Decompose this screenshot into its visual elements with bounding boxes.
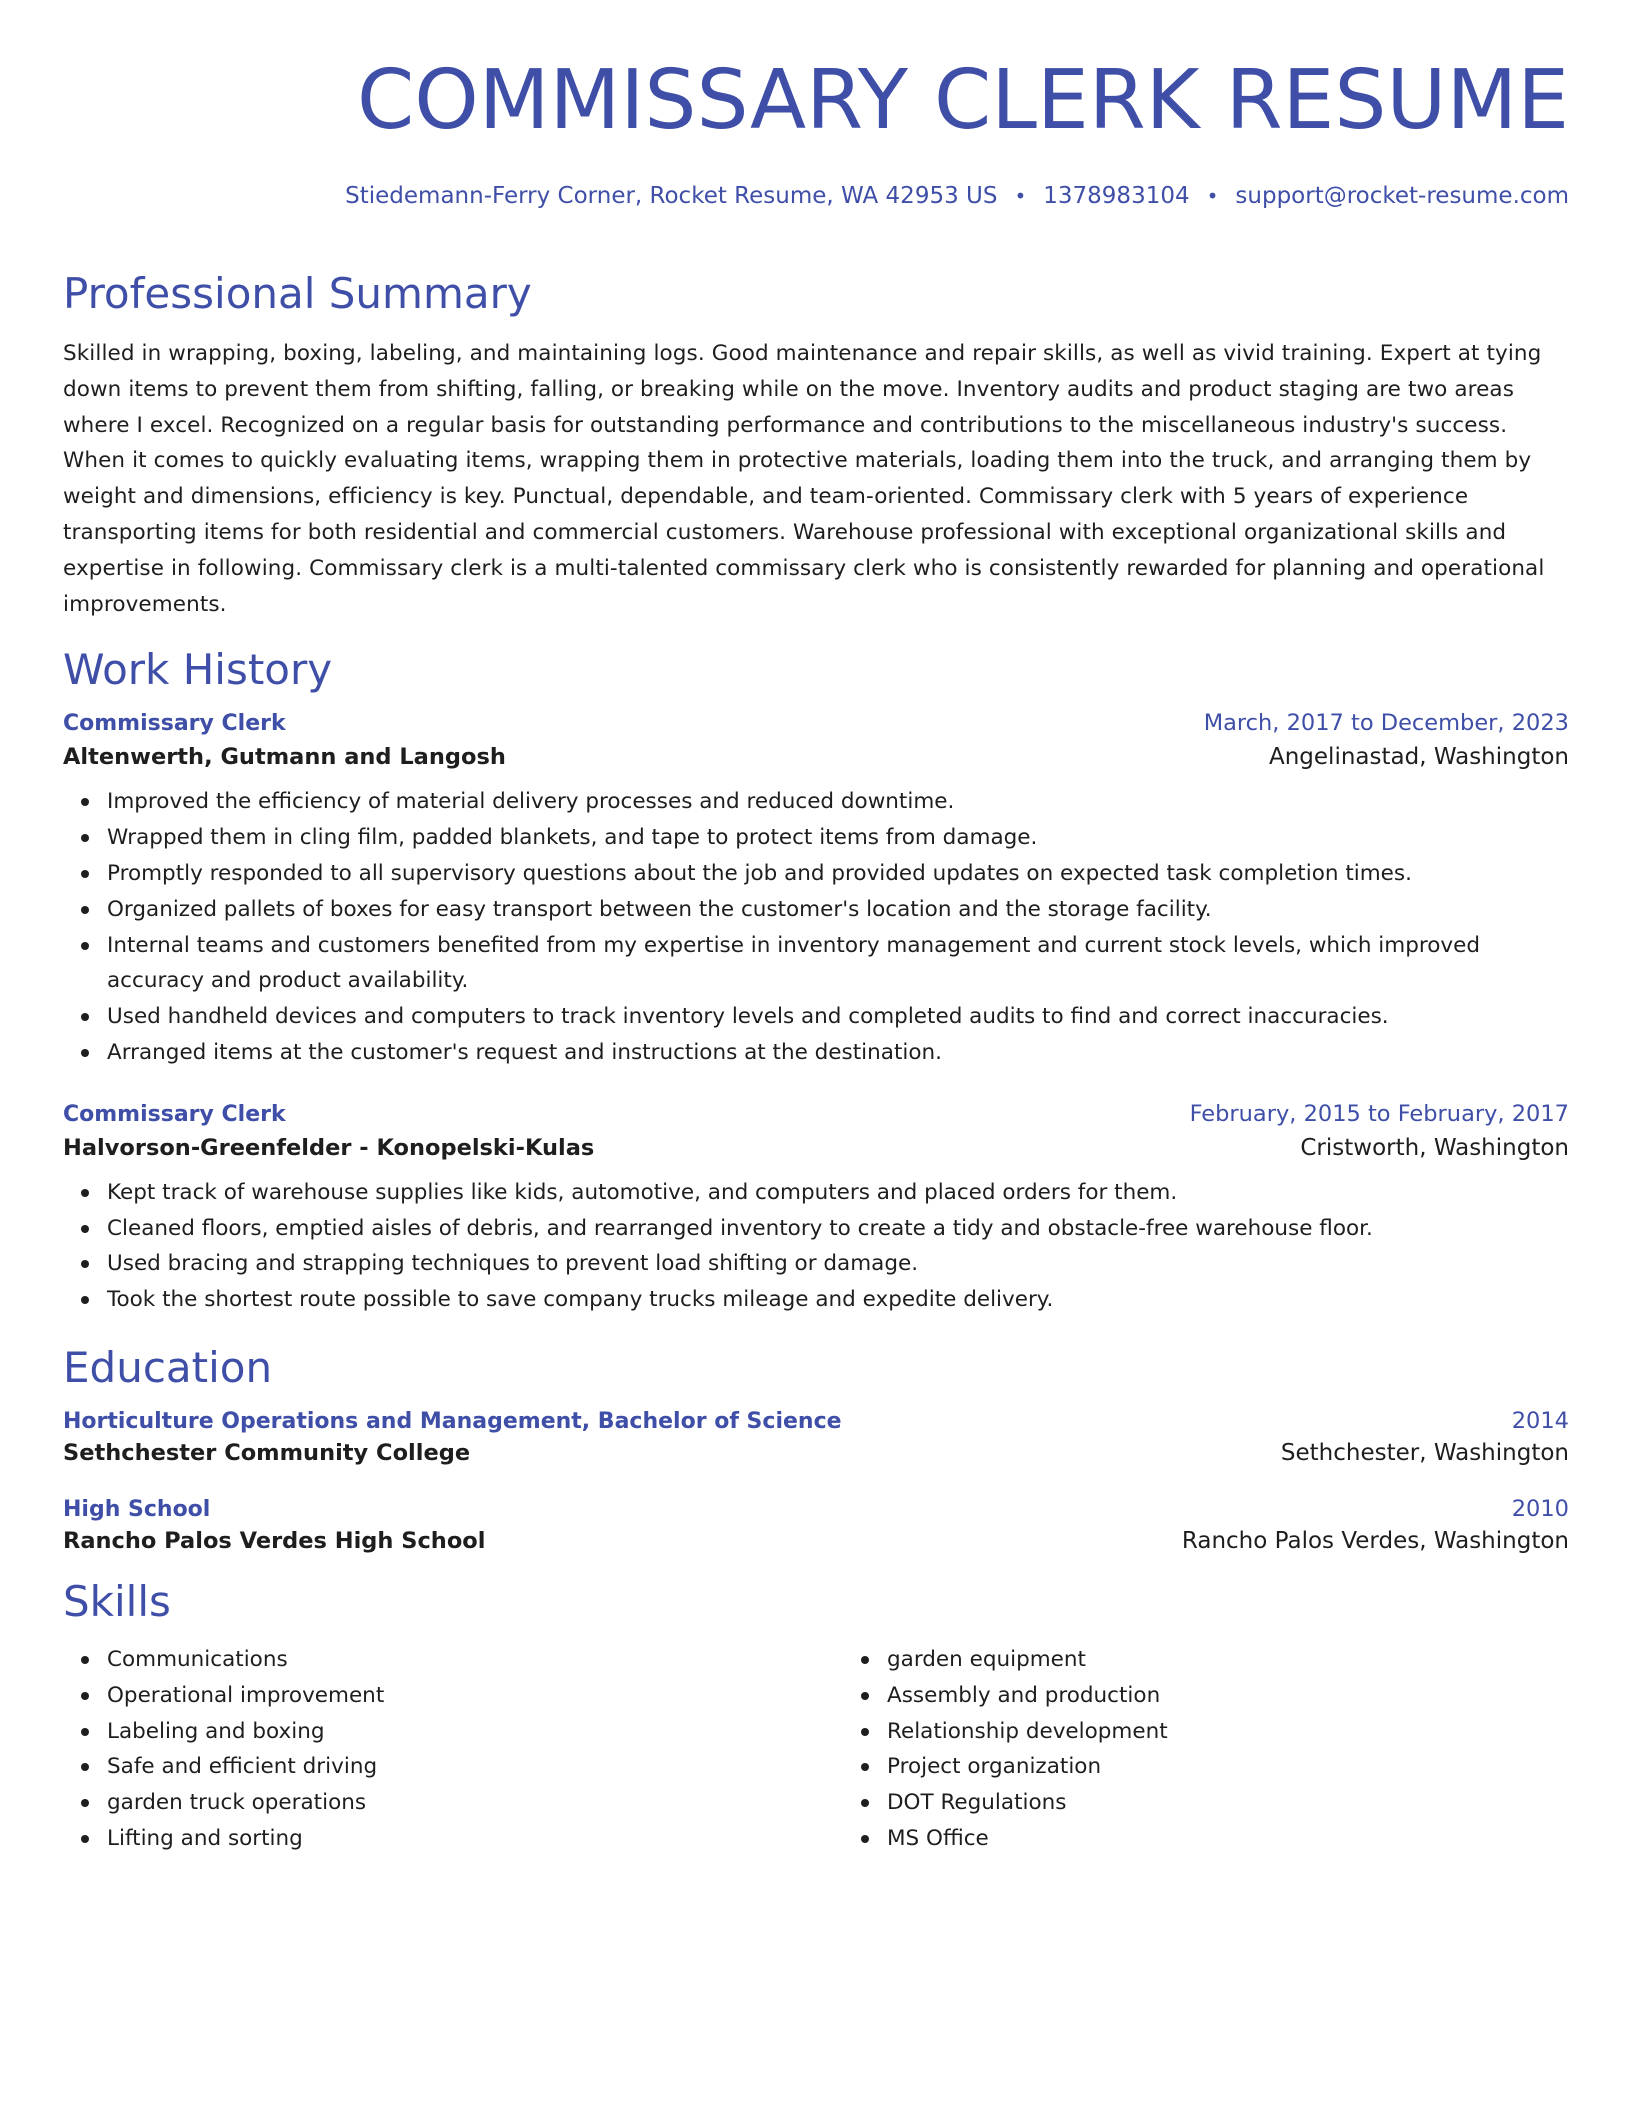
job-company-row xyxy=(63,744,1569,770)
separator-dot: • xyxy=(1014,184,1027,208)
list-item: Took the shortest route possible to save company trucks mileage and expedite delivery. xyxy=(107,1282,1569,1318)
separator-dot: • xyxy=(1206,184,1219,208)
school-location: Sethchester, Washington xyxy=(1280,1439,1569,1466)
job-header-row xyxy=(63,710,1569,736)
education-heading: Education xyxy=(63,1342,273,1392)
job-entry xyxy=(63,1101,1569,1318)
skill-item: garden truck operations xyxy=(107,1785,843,1821)
list-item: Organized pallets of boxes for easy transport between the customer's location and the storage facility. xyxy=(107,892,1569,928)
skill-item: Labeling and boxing xyxy=(107,1714,843,1750)
skill-item: Project organization xyxy=(887,1749,1623,1785)
education-header-row xyxy=(63,1496,1569,1522)
education-school-row xyxy=(63,1440,1569,1466)
skill-item: Safe and efficient driving xyxy=(107,1749,843,1785)
school-name: Rancho Palos Verdes High School xyxy=(63,1527,486,1554)
graduation-year: 2010 xyxy=(1511,1495,1569,1522)
list-item: Promptly responded to all supervisory questions about the job and provided updates on expected task completion times. xyxy=(107,856,1569,892)
job-dates: February, 2015 to February, 2017 xyxy=(1189,1100,1569,1127)
address: Stiedemann-Ferry Corner, Rocket Resume, WA 42953 US xyxy=(345,183,998,209)
job-company-row xyxy=(63,1135,1569,1161)
job-entry xyxy=(63,710,1569,1070)
school-name: Sethchester Community College xyxy=(63,1439,471,1466)
summary-heading: Professional Summary xyxy=(63,269,532,318)
work-history-heading: Work History xyxy=(63,645,333,695)
skill-item: garden equipment xyxy=(887,1642,1623,1678)
job-company: Altenwerth, Gutmann and Langosh xyxy=(63,744,506,771)
summary-text: Skilled in wrapping, boxing, labeling, and maintaining logs. Good maintenance and repair skills, as well as vivid training. Expert at tying down items to prevent them from shifting, falling, or breaking while on the move. Inventory audits and product staging are two areas where I excel. Recognized on a regular basis for outstanding performance and contributions to the miscellaneous industry's success. When it comes to quickly evaluating items, wrapping them in protective materials, loading them into the truck, and arranging them by weight and dimensions, efficiency is key. Punctual, dependable, and team-oriented. Commissary clerk with 5 years of experience transporting items for both residential and commercial customers. Warehouse professional with exceptional organizational skills and expertise in following. Commissary clerk is a multi-talented commissary clerk who is consistently rewarded for planning and operational improvements. xyxy=(63,341,1545,617)
list-item: Used handheld devices and computers to track inventory levels and completed audits to find and correct inaccuracies. xyxy=(107,999,1569,1035)
phone: 1378983104 xyxy=(1043,183,1190,209)
job-company: Halvorson-Greenfelder - Konopelski-Kulas xyxy=(63,1134,595,1161)
list-item: Used bracing and strapping techniques to prevent load shifting or damage. xyxy=(107,1246,1569,1282)
list-item: Arranged items at the customer's request and instructions at the destination. xyxy=(107,1035,1569,1071)
skill-item: MS Office xyxy=(887,1821,1623,1857)
email-link[interactable]: support@rocket-resume.com xyxy=(1235,183,1569,209)
graduation-year: 2014 xyxy=(1511,1407,1569,1434)
job-title: Commissary Clerk xyxy=(63,1101,286,1127)
list-item: Wrapped them in cling film, padded blankets, and tape to protect items from damage. xyxy=(107,820,1569,856)
skill-item: Operational improvement xyxy=(107,1678,843,1714)
job-duties-list xyxy=(63,1175,1569,1318)
skill-item: Communications xyxy=(107,1642,843,1678)
skill-item: Lifting and sorting xyxy=(107,1821,843,1857)
skills-columns xyxy=(63,1642,1569,1857)
job-dates: March, 2017 to December, 2023 xyxy=(1203,710,1569,737)
skill-item: Relationship development xyxy=(887,1714,1623,1750)
job-location: Cristworth, Washington xyxy=(1300,1134,1569,1161)
education-school-row xyxy=(63,1528,1569,1554)
list-item: Improved the efficiency of material delivery processes and reduced downtime. xyxy=(107,784,1569,820)
list-item: Cleaned floors, emptied aisles of debris, and rearranged inventory to create a tidy and obstacle-free warehouse floor. xyxy=(107,1211,1569,1247)
skill-item: Assembly and production xyxy=(887,1678,1623,1714)
skill-item: DOT Regulations xyxy=(887,1785,1623,1821)
education-entry xyxy=(63,1496,1569,1554)
education-entry xyxy=(63,1408,1569,1466)
school-location: Rancho Palos Verdes, Washington xyxy=(1181,1527,1569,1554)
list-item: Kept track of warehouse supplies like kids, automotive, and computers and placed orders for them. xyxy=(107,1175,1569,1211)
list-item: Internal teams and customers benefited from my expertise in inventory management and current stock levels, which improved accuracy and product availability. xyxy=(107,928,1569,1000)
skills-list-right xyxy=(843,1642,1623,1857)
job-title: Commissary Clerk xyxy=(63,711,286,737)
skills-list-left xyxy=(63,1642,843,1857)
resume-title: COMMISSARY CLERK RESUME xyxy=(356,53,1569,148)
job-header-row xyxy=(63,1101,1569,1127)
job-location: Angelinastad, Washington xyxy=(1269,744,1569,771)
degree: Horticulture Operations and Management, Bachelor of Science xyxy=(63,1408,842,1434)
contact-line xyxy=(63,180,1569,212)
skills-heading: Skills xyxy=(63,1576,171,1626)
degree: High School xyxy=(63,1496,211,1522)
job-duties-list xyxy=(63,784,1569,1070)
education-header-row xyxy=(63,1408,1569,1434)
